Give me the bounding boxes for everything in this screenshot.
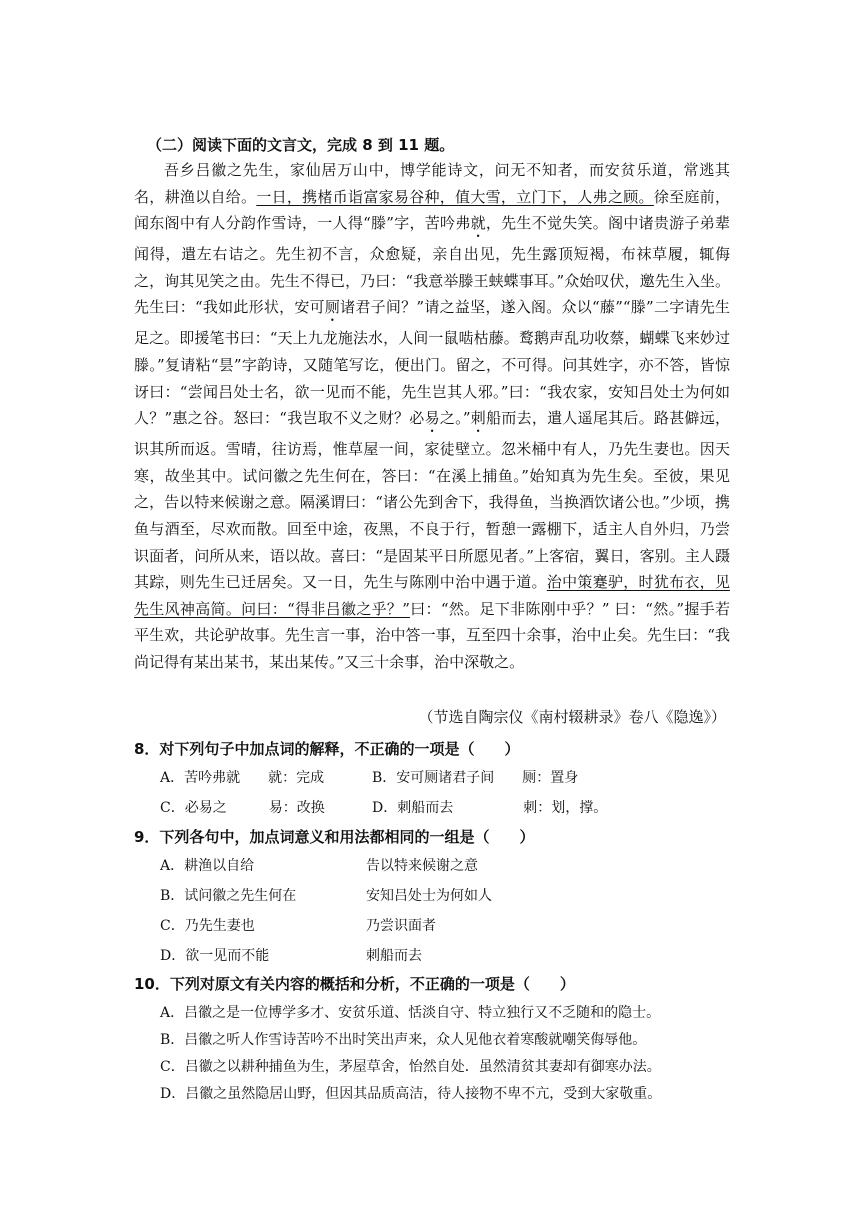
q9-option-d-1: D．欲一见而不能 <box>160 948 270 964</box>
q9-option-b-2: 安知吕处士为何如人 <box>366 888 492 904</box>
q8-option-c: C．必易之 易：改换 <box>160 800 325 816</box>
q8-option-d: D．刺船而去 刺：划，撑。 <box>372 800 608 816</box>
passage-text: 诸君子间？”请之益坚，遂入阁。众以“藤”“滕”二字请先生足之。即援笔书曰：“天上九龙施法水，人间一鼠啮枯藤。鹜鹅声乱功收蔡，蝴蝶飞来妙过滕。”复请粘“昙”字韵诗，又随笔写讫，便出门。留之，不可得。问其姓字，亦不答，皆惊讶曰：“尝闻吕处士名，欲一见而不能，先生岂其人邪。”曰：“我农家，安知吕处士为何如人？”惠之谷。怒曰：“我岂取不义之财？必 <box>134 298 730 428</box>
question-9-stem: 9．下列各句中，加点词意义和用法都相同的一组是（ ） <box>134 828 535 846</box>
passage-text: 徐至庭前，闻东阁中有人分韵作雪诗，一人得“滕”字，苦吟弗 <box>134 187 730 233</box>
dotted-word: 厕 <box>324 298 341 317</box>
question-10-stem: 10．下列对原文有关内容的概括和分析，不正确的一项是（ ） <box>134 975 575 993</box>
q9-option-d-2: 刺船而去 <box>366 948 422 964</box>
q8-option-b: B．安可厕诸君子间 厕：置身 <box>372 770 579 786</box>
q10-option-b: B．吕徽之听人作雪诗苦吟不出时笑出声来，众人见他衣着寒酸就嘲笑侮辱他。 <box>160 1032 647 1048</box>
q8-option-a: A．苦吟弗就 就：完成 <box>160 770 325 786</box>
q9-option-c-1: C．乃先生妻也 <box>160 918 255 934</box>
q9-option-c-2: 乃尝识面者 <box>366 918 436 934</box>
q9-option-b-1: B．试问徽之先生何在 <box>160 888 297 904</box>
passage-source: （节选自陶宗仪《南村辍耕录》卷八《隐逸》） <box>418 708 726 726</box>
underlined-sentence-1: 一日，携楮币诣富家易谷种，值大雪，立门下，人弗之顾。 <box>256 187 654 206</box>
question-8-stem: 8．对下列句子中加点词的解释，不正确的一项是（ ） <box>134 740 520 758</box>
dotted-word: 就 <box>470 214 486 233</box>
passage-text: ，先生不觉失笑。阁中诸贵游子弟辈闻得，遣左右诘之。先生初不言，众愈疑，亲自出见，先生露顶短褐，布袜草履，辄侮之，询其见笑之由。先生不得已，乃曰：“我意举滕王蛱蝶事耳。”众始叹伏，邀先生入坐。先生曰：“我如此形状，安可 <box>134 214 730 317</box>
passage-text: 之。” <box>439 409 471 428</box>
passage-text: 船而去，遣人遥尾其后。路甚僻远，识其所而返。雪晴，往访焉，惟草屋一间，家徒壁立。忽米桶中有人，乃先生妻也。因天寒，故坐其中。试问徽之先生何在，答曰：“在溪上捕鱼。”始知真为先生矣。至彼，果见之，告以特来候谢之意。隔溪谓曰：“诸公先到舍下，我得鱼，当换酒饮诸公也。”少顷，携鱼与酒至，尽欢而散。回至中途，夜黑，不良于行，暂憩一露棚下，适主人自外归，乃尝识面者，问所从来，语以故。喜曰：“是固某平日所愿见者。”上客宿，翼日，客别。主人蹑其踪，则先生已迁居矣。又一日，先生与陈刚中治中遇于道。 <box>134 409 730 592</box>
dotted-word: 刺 <box>470 409 487 428</box>
classical-passage <box>134 157 730 676</box>
section-title: （二）阅读下面的文言文，完成 8 到 11 题。 <box>147 136 455 154</box>
q9-option-a-1: A．耕渔以自给 <box>160 858 255 874</box>
q10-option-d: D．吕徽之虽然隐居山野，但因其品质高洁，待人接物不卑不亢，受到大家敬重。 <box>160 1086 662 1102</box>
q10-option-c: C．吕徽之以耕种捕鱼为生，茅屋草舍，怡然自处．虽然清贫其妻却有御寒办法。 <box>160 1059 661 1075</box>
dotted-word: 易 <box>424 409 440 428</box>
q10-option-a: A．吕徽之是一位博学多才、安贫乐道、恬淡自守、特立独行又不乏随和的隐士。 <box>160 1005 661 1021</box>
passage-text: 吾乡吕徽之先生，家仙居万山中，博学能诗文，问无不知者，而安贫乐道，常逃其名，耕渔以自给。 <box>134 161 730 206</box>
passage-text: 曰：“然。足下非陈刚中乎？” 曰：“然。”握手若平生欢，共论驴故事。先生言一事，治中答一事，互至四十余事，治中止矣。先生曰：“我尚记得有某出某书，某出某传。”又三十余事，治中深敬之。 <box>134 599 730 671</box>
underlined-sentence-2: 治中策蹇驴，时犹布衣，见先生风神高简。问曰：“得非吕徽之乎？” <box>134 573 730 618</box>
q9-option-a-2: 告以特来候谢之意 <box>366 858 478 874</box>
